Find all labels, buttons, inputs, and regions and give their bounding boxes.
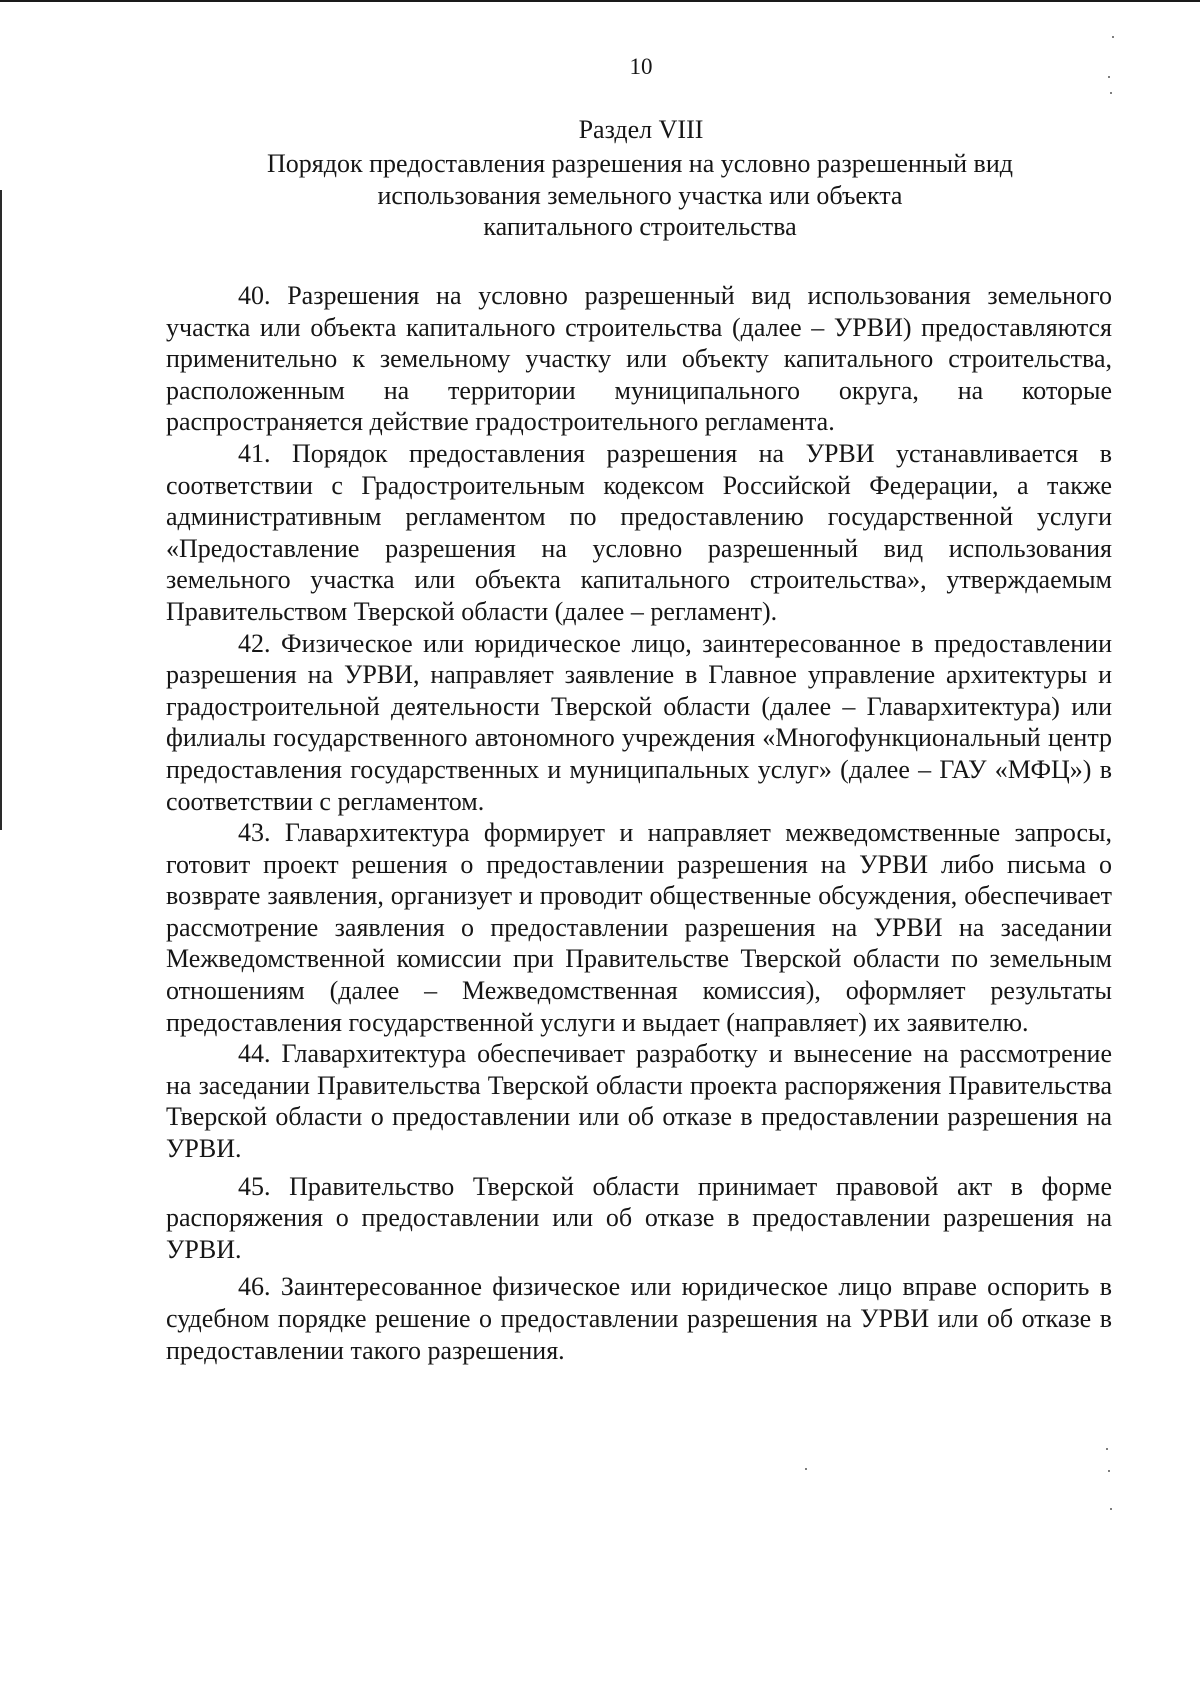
scan-speck: [1112, 36, 1114, 38]
paragraph-45: [166, 1171, 1112, 1266]
page-number: 10: [629, 54, 653, 79]
paragraph-text: Разрешения на условно разрешенный вид использования земельного участка или объекта капитального строительства (далее – УРВИ) предоставляются применительно к земельному участку или объекту капитального строительства, расположенным на территории муниципального округа, на которые распространяется действие градостроительного регламента.: [166, 281, 1113, 437]
scan-speck: [1108, 76, 1110, 78]
section-heading: [180, 148, 1100, 243]
paragraph-number: 46.: [238, 1272, 271, 1302]
scan-speck: [805, 1468, 807, 1470]
paragraph-number: 43.: [238, 818, 271, 848]
section-heading-line: Порядок предоставления разрешения на условно разрешенный вид: [267, 149, 1013, 178]
paragraph-text: Главархитектура формирует и направляет межведомственные запросы, готовит проект решения о предоставлении разрешения на УРВИ либо письма о возврате заявления, организует и проводит общественные обсуждения, обеспечивает рассмотрение заявления о предоставлении разрешения на УРВИ на заседании Межведомственной комиссии при Правительстве Тверской области по земельным отношениям (далее – Межведомственная комиссия), оформляет результаты предоставления государственной услуги и выдает (направляет) их заявителю.: [166, 818, 1113, 1037]
paragraph-text: Правительство Тверской области принимает правовой акт в форме распоряжения о предоставлении или об отказе в предоставлении разрешения на УРВИ.: [166, 1171, 1112, 1264]
section-heading-line: использования земельного участка или объекта: [377, 180, 903, 210]
paragraph-number: 40.: [238, 281, 271, 310]
paragraph-46: [166, 1271, 1112, 1366]
paragraph-number: 45.: [238, 1171, 271, 1201]
scan-speck: [1106, 1448, 1108, 1450]
scan-speck: [1110, 92, 1112, 94]
paragraph-41: [166, 438, 1112, 628]
section-title: Раздел VIII: [578, 115, 704, 144]
paragraph-44: [166, 1038, 1112, 1164]
document-body: [166, 280, 1112, 1366]
paragraph-text: Заинтересованное физическое или юридическое лицо вправе оспорить в судебном порядке решение о предоставлении разрешения на УРВИ или об отказе в предоставлении такого разрешения.: [166, 1272, 1112, 1365]
paragraph-text: Физическое или юридическое лицо, заинтересованное в предоставлении разрешения на УРВИ, направляет заявление в Главное управление архитектуры и градостроительной деятельности Тверской области (далее – Главархитектура) или филиалы государственного автономного учреждения «Многофункциональный центр предоставления государственных и муниципальных услуг» (далее – ГАУ «МФЦ») в соответствии с регламентом.: [166, 628, 1113, 816]
scan-edge-left: [0, 190, 2, 830]
paragraph-number: 42.: [238, 628, 271, 658]
paragraph-40: [166, 280, 1112, 438]
paragraph-number: 44.: [238, 1039, 271, 1069]
paragraph-text: Главархитектура обеспечивает разработку и вынесение на рассмотрение на заседании Правительства Тверской области проекта распоряжения Правительства Тверской области о предоставлении или об отказе в предоставлении разрешения на УРВИ.: [166, 1039, 1113, 1164]
scan-speck: [1110, 1508, 1112, 1510]
scan-edge-top: [0, 0, 1200, 2]
scan-speck: [1108, 1470, 1110, 1472]
paragraph-text: Порядок предоставления разрешения на УРВИ устанавливается в соответствии с Градостроительным кодексом Российской Федерации, а также административным регламентом по предоставлению государственной услуги «Предоставление разрешения на условно разрешенный вид использования земельного участка или объекта капитального строительства», утверждаемым Правительством Тверской области (далее – регламент).: [166, 438, 1112, 626]
section-heading-line: капитального строительства: [483, 212, 797, 241]
paragraph-number: 41.: [238, 438, 271, 468]
paragraph-43: [166, 817, 1112, 1038]
paragraph-42: [166, 628, 1112, 818]
